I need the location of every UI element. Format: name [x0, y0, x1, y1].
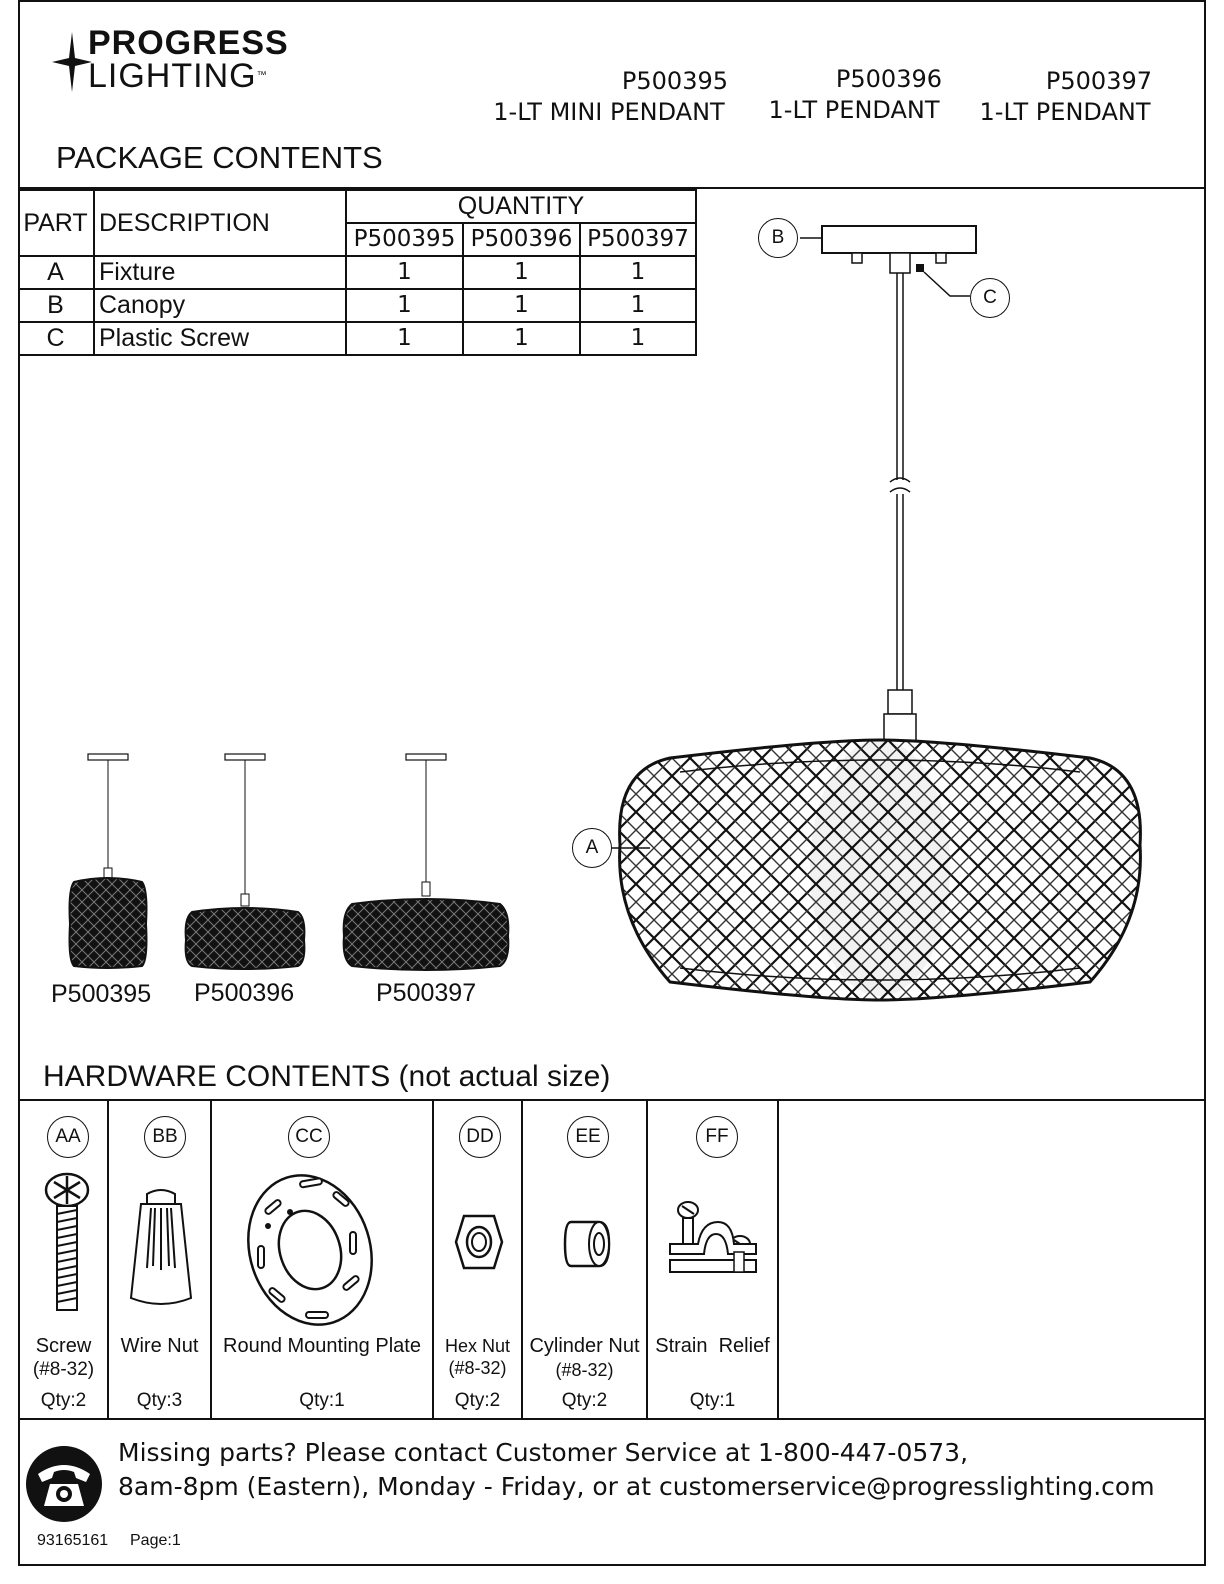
col-header-quantity: QUANTITY	[346, 190, 696, 223]
thumbnail-label: P500395	[51, 980, 152, 1008]
hardware-qty: Qty:2	[454, 1390, 501, 1411]
thumbnail-p500395	[70, 754, 147, 968]
hardware-qty: Qty:2	[40, 1390, 87, 1411]
col-header-description: DESCRIPTION	[94, 190, 346, 256]
col-header-part: PART	[18, 190, 94, 256]
model-sku: P500396	[835, 65, 942, 93]
hardware-badge: FF	[696, 1116, 738, 1158]
hardware-name: Screw	[35, 1335, 92, 1357]
hardware-name: Hex Nut	[444, 1336, 511, 1356]
hardware-item-ee	[523, 1100, 648, 1420]
qty-col-header: P500395	[346, 223, 463, 256]
qty-col-header: P500397	[580, 223, 696, 256]
hardware-name: Strain Relief	[655, 1335, 770, 1357]
hardware-qty: Qty:1	[299, 1390, 345, 1411]
hardware-spec: (#8-32)	[32, 1359, 95, 1380]
table-row	[18, 322, 696, 355]
thumbnail-label: P500396	[194, 979, 295, 1007]
document-number: 93165161	[37, 1532, 109, 1549]
part-qty: 1	[346, 256, 463, 289]
hardware-item-dd	[434, 1100, 523, 1420]
model-header	[764, 64, 944, 126]
part-letter: B	[18, 289, 94, 322]
thumbnail-p500397	[344, 754, 509, 970]
hardware-badge: EE	[567, 1116, 609, 1158]
screw-icon	[42, 1172, 92, 1316]
hardware-qty: Qty:3	[136, 1390, 183, 1411]
hardware-item-aa	[20, 1100, 109, 1420]
hardware-spec: (#8-32)	[448, 1358, 507, 1378]
hardware-name: Wire Nut	[120, 1335, 199, 1357]
qty-col-header: P500396	[463, 223, 580, 256]
part-letter: A	[18, 256, 94, 289]
part-letter: C	[18, 322, 94, 355]
hardware-badge: DD	[459, 1116, 501, 1158]
part-description: Fixture	[94, 256, 346, 289]
part-qty: 1	[463, 289, 580, 322]
hardware-name: Round Mounting Plate	[223, 1335, 421, 1357]
table-row	[18, 289, 696, 322]
hex-nut-icon	[454, 1212, 504, 1272]
hardware-qty: Qty:1	[689, 1390, 736, 1411]
brand-name-line1: PROGRESS	[88, 24, 289, 62]
contact-line-1: Missing parts? Please contact Customer Service at 1-800-447-0573,	[118, 1438, 969, 1467]
contact-line-2: 8am-8pm (Eastern), Monday - Friday, or at customerservice@progresslighting.com	[118, 1472, 1155, 1501]
cylinder-nut-icon	[563, 1218, 613, 1270]
callout-a: A	[572, 828, 612, 868]
model-sku: P500395	[621, 67, 728, 95]
divider	[18, 1418, 1206, 1420]
star-icon	[52, 32, 92, 92]
model-desc: 1-LT MINI PENDANT	[493, 98, 725, 126]
strain-relief-icon	[668, 1200, 758, 1282]
canopy	[822, 226, 976, 253]
hardware-qty: Qty:2	[561, 1390, 608, 1411]
page-number: Page:1	[130, 1532, 181, 1549]
hardware-badge: CC	[288, 1116, 330, 1158]
hardware-item-bb	[109, 1100, 212, 1420]
thumbnail-label: P500397	[376, 979, 477, 1007]
part-qty: 1	[580, 322, 696, 355]
part-qty: 1	[580, 289, 696, 322]
brand-logo	[52, 24, 312, 104]
table-row	[18, 256, 696, 289]
part-description: Plastic Screw	[94, 322, 346, 355]
model-sku: P500397	[1045, 67, 1152, 95]
hardware-contents-title: HARDWARE CONTENTS (not actual size)	[43, 1060, 611, 1093]
part-description: Canopy	[94, 289, 346, 322]
hardware-badge: BB	[144, 1116, 186, 1158]
model-desc: 1-LT PENDANT	[768, 96, 940, 124]
hardware-spec: (#8-32)	[555, 1360, 614, 1380]
model-header	[488, 66, 730, 128]
model-desc: 1-LT PENDANT	[979, 98, 1151, 126]
part-qty: 1	[463, 322, 580, 355]
hardware-badge: AA	[47, 1116, 89, 1158]
model-header	[976, 66, 1154, 128]
model-thumbnails	[40, 740, 540, 980]
mounting-plate-icon	[246, 1170, 376, 1330]
callout-c: C	[970, 278, 1010, 318]
part-qty: 1	[580, 256, 696, 289]
callout-b: B	[758, 218, 798, 258]
plastic-screw	[916, 264, 924, 272]
telephone-icon	[24, 1444, 104, 1524]
wire-nut-icon	[127, 1186, 195, 1310]
hardware-item-cc	[212, 1100, 434, 1420]
hardware-name: Cylinder Nut	[529, 1335, 640, 1357]
parts-table	[18, 189, 697, 356]
part-qty: 1	[346, 322, 463, 355]
hardware-item-ff	[648, 1100, 779, 1420]
thumbnail-p500396	[186, 754, 305, 969]
part-qty: 1	[346, 289, 463, 322]
part-qty: 1	[463, 256, 580, 289]
package-contents-title: PACKAGE CONTENTS	[56, 140, 383, 175]
contact-info	[118, 1436, 1155, 1504]
fixture-diagram	[600, 200, 1160, 1010]
brand-name-line2: LIGHTING™	[88, 57, 268, 95]
